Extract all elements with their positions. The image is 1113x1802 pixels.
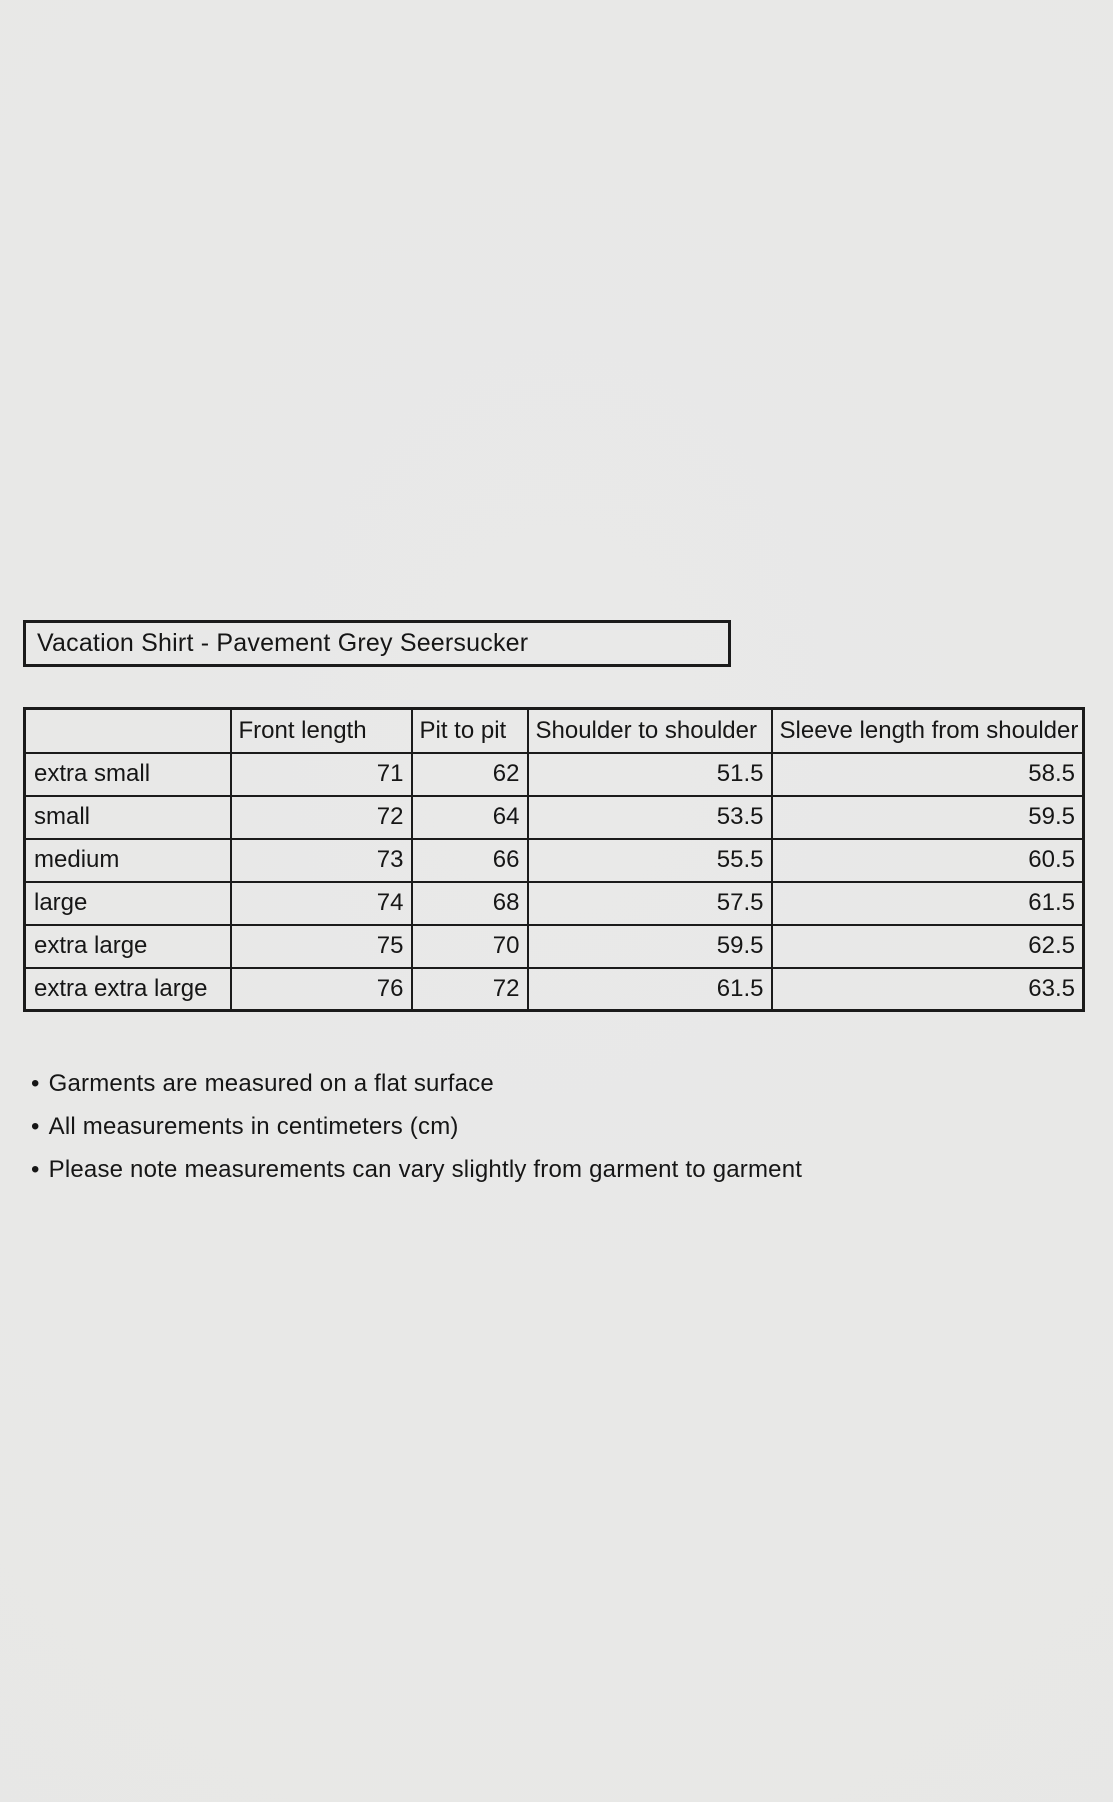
size-label: medium: [25, 839, 231, 882]
shoulder-to-shoulder-value: 53.5: [528, 796, 772, 839]
pit-to-pit-value: 66: [412, 839, 528, 882]
product-title-box: [23, 620, 731, 667]
bullet-icon: •: [31, 1070, 40, 1097]
table-row: [25, 753, 1084, 796]
size-label: small: [25, 796, 231, 839]
note-item: [31, 1148, 802, 1191]
shoulder-to-shoulder-value: 61.5: [528, 968, 772, 1011]
table-row: [25, 925, 1084, 968]
note-item: [31, 1105, 802, 1148]
front-length-value: 76: [231, 968, 412, 1011]
size-label: large: [25, 882, 231, 925]
sleeve-length-value: 60.5: [772, 839, 1084, 882]
size-label: extra large: [25, 925, 231, 968]
front-length-value: 71: [231, 753, 412, 796]
pit-to-pit-value: 68: [412, 882, 528, 925]
note-text: All measurements in centimeters (cm): [48, 1113, 459, 1140]
table-row: [25, 796, 1084, 839]
front-length-value: 75: [231, 925, 412, 968]
bullet-icon: •: [31, 1113, 40, 1140]
bullet-icon: •: [31, 1156, 40, 1183]
table-row: [25, 968, 1084, 1011]
front-length-value: 72: [231, 796, 412, 839]
front-length-value: 74: [231, 882, 412, 925]
size-label: extra small: [25, 753, 231, 796]
sleeve-length-value: 59.5: [772, 796, 1084, 839]
shoulder-to-shoulder-value: 51.5: [528, 753, 772, 796]
note-text: Garments are measured on a flat surface: [48, 1070, 494, 1097]
column-header-shoulder-to-shoulder: Shoulder to shoulder: [528, 709, 772, 753]
front-length-value: 73: [231, 839, 412, 882]
table-row: [25, 882, 1084, 925]
note-text: Please note measurements can vary slightly from garment to garment: [48, 1156, 803, 1183]
note-item: [31, 1062, 802, 1105]
table-header-row: [25, 709, 1084, 753]
size-label: extra extra large: [25, 968, 231, 1011]
pit-to-pit-value: 72: [412, 968, 528, 1011]
product-title: Vacation Shirt - Pavement Grey Seersucker: [37, 629, 529, 657]
table-row: [25, 839, 1084, 882]
column-header-sleeve-length: Sleeve length from shoulder: [772, 709, 1084, 753]
column-header-front-length: Front length: [231, 709, 412, 753]
sleeve-length-value: 62.5: [772, 925, 1084, 968]
pit-to-pit-value: 70: [412, 925, 528, 968]
pit-to-pit-value: 64: [412, 796, 528, 839]
measurement-notes: [31, 1062, 802, 1191]
shoulder-to-shoulder-value: 57.5: [528, 882, 772, 925]
column-header-pit-to-pit: Pit to pit: [412, 709, 528, 753]
pit-to-pit-value: 62: [412, 753, 528, 796]
sleeve-length-value: 61.5: [772, 882, 1084, 925]
sleeve-length-value: 63.5: [772, 968, 1084, 1011]
sleeve-length-value: 58.5: [772, 753, 1084, 796]
shoulder-to-shoulder-value: 59.5: [528, 925, 772, 968]
size-chart-table: [23, 707, 1085, 1012]
shoulder-to-shoulder-value: 55.5: [528, 839, 772, 882]
column-header-size: [25, 709, 231, 753]
